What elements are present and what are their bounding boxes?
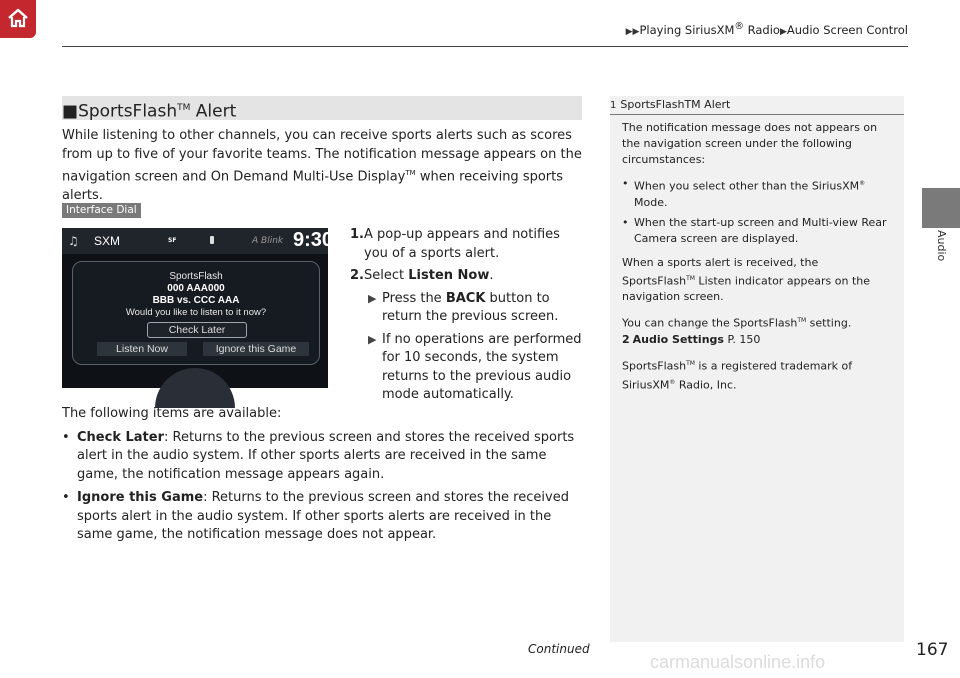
home-icon <box>6 6 30 30</box>
list-item: • When you select other than the SiriusXM® Mode. <box>622 177 866 209</box>
step-2-note-timeout: ▶ If no operations are performed for 10 seconds, the system returns to the previous audio mode automatically. <box>368 331 582 402</box>
chapter-tab-label: Audio <box>935 230 948 262</box>
popup-question: Would you like to listen to it now? <box>125 307 267 318</box>
list-item: • Check Later: Returns to the previous screen and stores the received sports alert in the audio system. If other sports alerts are received in the same game, the notification message appears again. <box>62 429 575 482</box>
popup-teams-line: BBB vs. CCC AAA <box>152 295 240 306</box>
list-item: • When the start-up screen and Multi-view Rear Camera screen are displayed. <box>622 215 887 245</box>
interface-dial-tag: Interface Dial <box>62 203 141 218</box>
popup-score-line: 000 AAA000 <box>167 283 225 294</box>
available-lead: The following items are available: <box>62 406 282 421</box>
section-title: ■SportsFlash™ Alert <box>62 96 582 120</box>
sportsflash-indicator-icon: SF <box>168 237 177 244</box>
screen-band-label: SXM <box>94 234 121 248</box>
side-note-body: The notification message does not appears on the navigation screen under the following circumstances: • When you select other than the SiriusXM® Mode. • When the start-up screen and Multi-view Rear Camera screen are displayed. When a sports alert is received, the SportsFlash™ Listen indicator appears on the navigation screen. You can change the SportsFlash™ setting. 2 Audio Settings P. 150 SportsFlash™ is a registered trademark of SiriusXM® Radio, Inc. <box>622 120 892 401</box>
available-items <box>62 405 584 545</box>
audio-settings-link[interactable]: 2 Audio Settings P. 150 <box>622 332 761 346</box>
step-2-note-back: ▶ Press the BACK button to return the previous screen. <box>368 290 559 324</box>
arrow-right-icon: ▶ <box>368 291 377 305</box>
step-2: 2. Select Listen Now. <box>350 268 494 283</box>
breadcrumb-arrow-icon: ▶▶ <box>625 26 640 37</box>
music-note-icon: ♫ <box>68 234 79 248</box>
continued-label: Continued <box>528 642 590 656</box>
popup-title: SportsFlash <box>169 271 223 282</box>
watermark: carmanualsonline.info <box>650 652 826 672</box>
note-marker-icon: 1 <box>610 100 617 111</box>
chapter-tab[interactable] <box>922 188 960 228</box>
home-button[interactable] <box>0 0 36 38</box>
breadcrumb-current: Audio Screen Control <box>786 22 908 37</box>
list-item: • Ignore this Game: Returns to the previous screen and stores the received sports alert in the audio system. If other sports alerts are received in the same game, the notification message does not appear. <box>62 490 569 542</box>
check-later-button[interactable]: Check Later <box>147 322 247 338</box>
nav-screen-image <box>62 228 334 388</box>
phone-icon <box>210 236 214 244</box>
screen-ablink: A Blink <box>252 236 284 246</box>
step-1: 1. A pop-up appears and notifies you of a sports alert. <box>350 227 560 261</box>
breadcrumb-link-siriusxm[interactable]: Playing SiriusXM® Radio <box>639 21 780 37</box>
side-note-title: 1 SportsFlashTM Alert <box>610 96 904 115</box>
sportsflash-popup <box>72 261 320 365</box>
listen-now-button[interactable]: Listen Now <box>97 342 187 356</box>
arrow-right-icon: ▶ <box>368 332 377 346</box>
side-note-panel <box>610 96 904 642</box>
screen-dial-arc <box>155 368 235 408</box>
breadcrumb-arrow-icon: ▶ <box>779 26 787 37</box>
page-number: 167 <box>916 640 949 660</box>
ignore-this-game-button[interactable]: Ignore this Game <box>203 342 309 356</box>
header-divider <box>62 46 908 47</box>
link-arrow-icon: 2 <box>622 332 630 346</box>
breadcrumb <box>612 21 908 37</box>
steps-list <box>350 226 586 405</box>
screen-clock: 9:30 <box>293 229 334 251</box>
intro-paragraph: While listening to other channels, you can receive sports alerts such as scores from up to five of your favorite teams. The notification message appears on the navigation screen and On Demand Multi-Use Display™ when receiving sports alerts. <box>62 128 582 203</box>
